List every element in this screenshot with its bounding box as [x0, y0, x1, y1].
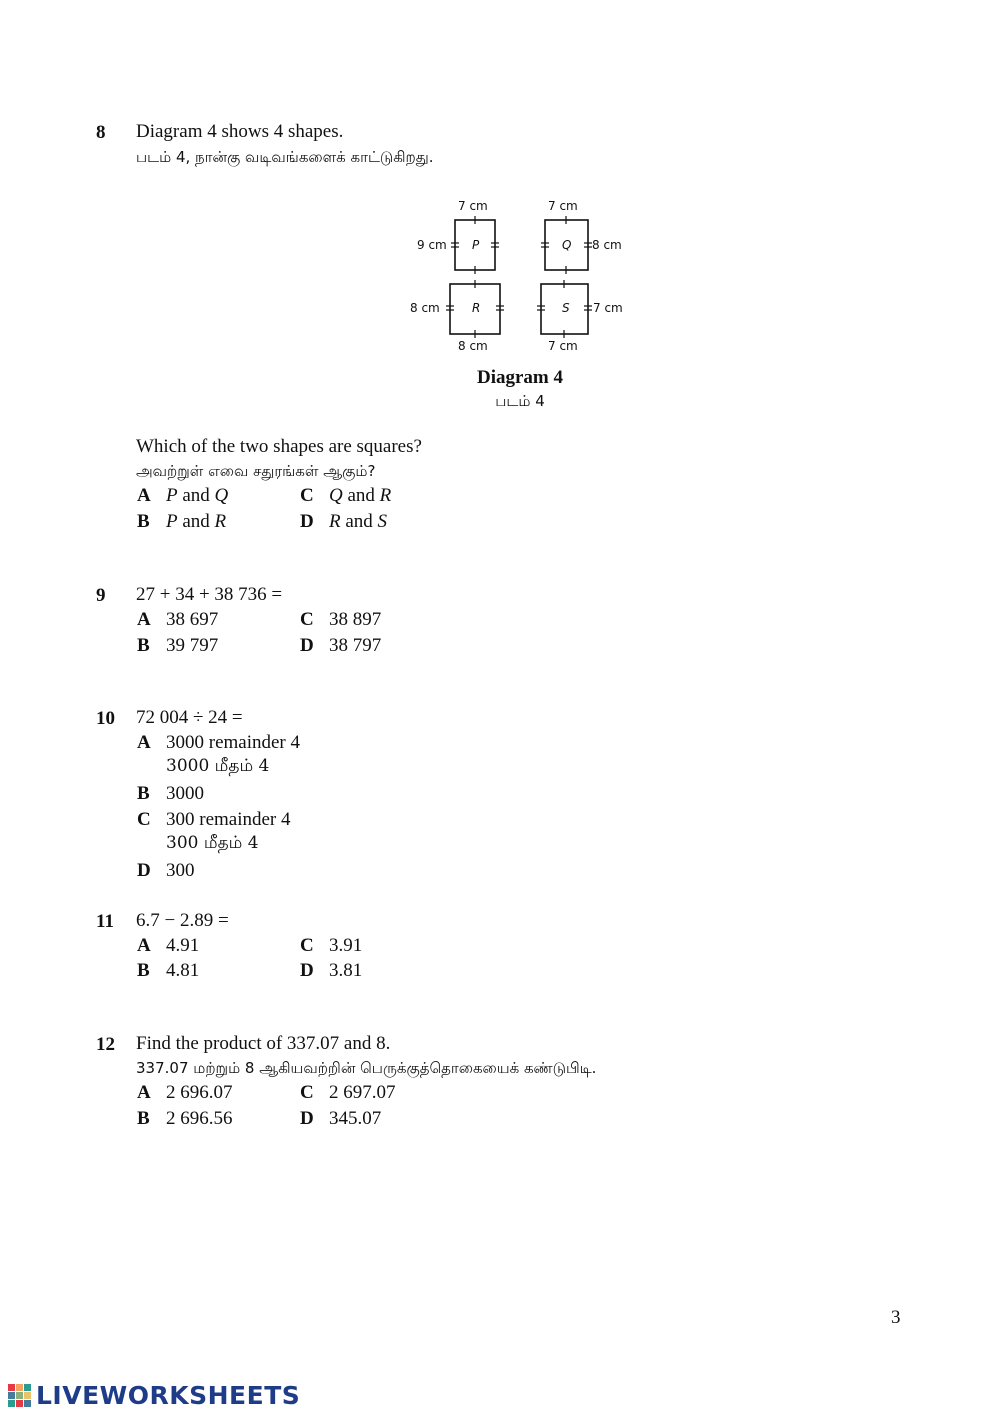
option-c[interactable] [300, 935, 460, 959]
option-connector: and [182, 485, 210, 506]
option-text: 2 697.07 [329, 1082, 396, 1103]
option-text-tamil: 300 மீதம் 4 [166, 833, 259, 853]
option-letter: A [137, 1082, 151, 1103]
shape-s-side-label: 7 cm [593, 301, 623, 315]
option-c[interactable] [137, 809, 377, 857]
option-text: 3.81 [329, 960, 363, 981]
option-letter: D [300, 1108, 314, 1129]
shape-r-bottom-label: 8 cm [458, 339, 488, 353]
option-b[interactable] [137, 511, 297, 535]
shape-r-side-label: 8 cm [410, 301, 440, 315]
option-letter: C [137, 809, 151, 830]
option-letter: C [300, 1082, 314, 1103]
shape-q [541, 199, 622, 274]
shape-q-top-label: 7 cm [548, 199, 578, 213]
shape-name: Q [214, 485, 229, 506]
option-letter: C [300, 935, 314, 956]
liveworksheets-logo-icon [8, 1384, 32, 1408]
option-text: 38 897 [329, 609, 382, 630]
shape-s-bottom-label: 7 cm [548, 339, 578, 353]
option-b[interactable] [137, 1108, 297, 1132]
shape-q-side-label: 8 cm [592, 238, 622, 252]
question-text-tamil: படம் 4, நான்கு வடிவங்களைக் காட்டுகிறது. [136, 148, 434, 166]
option-letter: B [137, 1108, 150, 1129]
question-text-tamil: 337.07 மற்றும் 8 ஆகியவற்றின் பெருக்குத்தொகையைக் கண்டுபிடி. [136, 1059, 597, 1077]
question-text: 72 004 ÷ 24 = [136, 707, 243, 728]
option-letter: D [300, 511, 314, 532]
option-letter: B [137, 635, 150, 656]
option-letter: B [137, 783, 150, 804]
option-text: 300 remainder 4 [166, 809, 291, 830]
option-text: 38 797 [329, 635, 382, 656]
shape-r-letter: R [472, 301, 481, 315]
option-letter: B [137, 960, 150, 981]
question-prompt: Which of the two shapes are squares? [136, 436, 422, 457]
option-text: 3.91 [329, 935, 363, 956]
option-text: 4.81 [166, 960, 200, 981]
shape-p-letter: P [472, 238, 480, 252]
footer-brand-text: LIVEWORKSHEETS [36, 1381, 301, 1410]
option-a[interactable] [137, 1082, 297, 1106]
page-number: 3 [891, 1307, 901, 1328]
option-b[interactable] [137, 783, 377, 807]
option-letter: A [137, 732, 151, 753]
option-a[interactable] [137, 935, 297, 959]
shape-name: Q [329, 485, 343, 506]
option-text: 3000 remainder 4 [166, 732, 301, 753]
shape-p-side-label: 9 cm [417, 238, 447, 252]
question-number: 11 [96, 911, 114, 932]
question-text: 6.7 − 2.89 = [136, 910, 229, 931]
option-letter: C [300, 609, 314, 630]
diagram-caption-tamil: படம் 4 [495, 392, 545, 410]
shape-s-letter: S [562, 301, 570, 315]
option-letter: A [137, 609, 151, 630]
shape-name: P [166, 485, 178, 506]
question-text: Diagram 4 shows 4 shapes. [136, 121, 344, 142]
option-text: 3000 [166, 783, 204, 804]
diagram-four-shapes [405, 192, 645, 358]
option-connector: and [182, 511, 210, 532]
diagram-caption: Diagram 4 [476, 367, 563, 388]
footer-brand[interactable] [8, 1381, 300, 1410]
option-text: 38 697 [166, 609, 219, 630]
option-a[interactable] [137, 485, 297, 509]
option-d[interactable] [300, 635, 460, 659]
option-letter: D [137, 860, 151, 881]
option-d[interactable] [137, 860, 377, 884]
option-c[interactable] [300, 609, 460, 633]
option-letter: C [300, 485, 314, 506]
shape-name: R [379, 485, 392, 506]
option-a[interactable] [137, 609, 297, 633]
option-letter: A [137, 935, 151, 956]
option-b[interactable] [137, 635, 297, 659]
question-number: 8 [96, 122, 106, 143]
shape-name: R [214, 511, 227, 532]
question-number: 9 [96, 585, 106, 606]
shape-s [537, 280, 623, 353]
option-text: 39 797 [166, 635, 219, 656]
option-c[interactable] [300, 485, 460, 509]
option-a[interactable] [137, 732, 377, 780]
option-letter: B [137, 511, 150, 532]
option-text: 2 696.56 [166, 1108, 233, 1129]
option-letter: D [300, 635, 314, 656]
option-connector: and [345, 511, 373, 532]
option-text: 345.07 [329, 1108, 382, 1129]
option-text: 2 696.07 [166, 1082, 233, 1103]
option-c[interactable] [300, 1082, 460, 1106]
option-d[interactable] [300, 960, 460, 984]
option-d[interactable] [300, 511, 460, 535]
question-number: 12 [96, 1034, 115, 1055]
shape-name: R [329, 511, 341, 532]
question-prompt-tamil: அவற்றுள் எவை சதுரங்கள் ஆகும்? [136, 462, 376, 480]
question-text: Find the product of 337.07 and 8. [136, 1033, 391, 1054]
shape-r [410, 280, 504, 353]
option-d[interactable] [300, 1108, 460, 1132]
option-connector: and [347, 485, 375, 506]
question-number: 10 [96, 708, 115, 729]
shape-name: P [166, 511, 178, 532]
shape-name: S [377, 511, 388, 532]
option-letter: D [300, 960, 314, 981]
option-text: 300 [166, 860, 195, 881]
option-b[interactable] [137, 960, 297, 984]
shape-q-letter: Q [562, 238, 572, 252]
shape-p-top-label: 7 cm [458, 199, 488, 213]
option-letter: A [137, 485, 151, 506]
option-text-tamil: 3000 மீதம் 4 [166, 756, 270, 776]
question-text: 27 + 34 + 38 736 = [136, 584, 283, 605]
shape-p [417, 199, 499, 274]
option-text: 4.91 [166, 935, 200, 956]
